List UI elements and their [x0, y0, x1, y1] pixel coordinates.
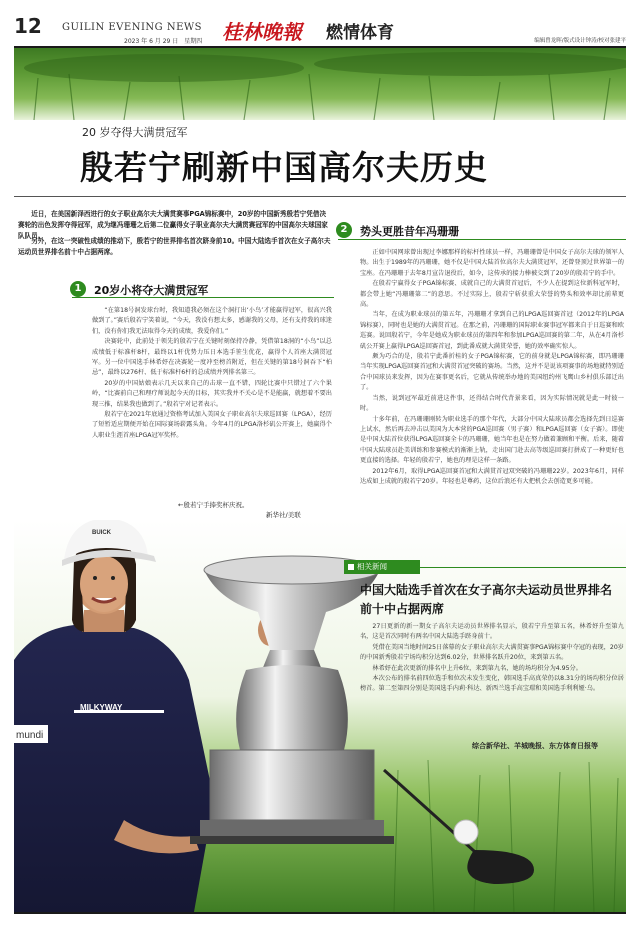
section-heading: 势头更胜昔年冯珊珊 — [360, 225, 459, 238]
headline-rule — [14, 196, 626, 197]
photo-credit: 新华社/美联 — [266, 511, 301, 519]
date-line: 2023 年 6 月 29 日 星期四 — [124, 38, 203, 45]
body-paragraph: 在殷若宁赢得女子PGA锦标赛、成就自己的大满贯首冠后，不少人在提到这位新科冠军时，都会带上她“冯珊珊第二”的意思。不过实际上，殷若宁斩获重大荣誉的势头和效率却比前辈更高。 — [360, 280, 624, 309]
section-rule — [72, 297, 334, 298]
grass-texture-icon — [14, 48, 626, 120]
cap-logo: BUICK — [92, 530, 111, 536]
kicker: 20 岁夺得大满贯冠军 — [82, 126, 188, 139]
body-paragraph: 颇为巧合的是，殷若宁此番折桂的女子PGA锦标赛，它的前身就是LPGA锦标赛，即冯珊珊当年实现LPGA巡回赛首冠和大满贯首冠突破的赛场。当然，这并不是说该项赛事的场地就特别适合中国球员来发挥，因为在赛事更名后，它就从传统举办地的美国纽约州飞鹰山乡村俱乐部迁出了。 — [360, 353, 624, 392]
section-number-badge: 1 — [70, 281, 86, 297]
section-body — [92, 306, 332, 506]
related-label-text: 相关新闻 — [357, 562, 387, 571]
sources-line: 综合新华社、羊城晚报、东方体育日报等 — [472, 742, 598, 750]
lead-paragraph: 另外，在这一突破性成绩的推动下，殷若宁的世界排名首次跻身前10。中国大陆选手首次在女子高尔夫运动员世界排名前十中占据两席。 — [18, 237, 331, 256]
body-paragraph: 决赛轮中，此前处于领先的殷若宁在关键时刻保持冷静，凭借第18洞的“小鸟”以总成绩低于标准杆8杆，最终以1杆优势力压日本选手笹生优花，赢得个人首座大满贯冠军。另一位中国选手林希妤在决赛轮一度冲至榜首附近，但在关键的第18号洞吞下“柏忌”，最终以276杆、低于标准杆6杆的总成绩并列排名第三。 — [92, 338, 332, 377]
section-body — [360, 248, 624, 554]
related-headline: 中国大陆选手首次在女子高尔夫运动员世界排名前十中占据两席 — [360, 583, 613, 616]
paper-name-en: GUILIN EVENING NEWS — [62, 22, 203, 33]
page-number: 12 — [14, 14, 42, 38]
lead-paragraph: 近日，在美国新泽西进行的女子职业高尔夫大满贯赛事PGA锦标赛中，20岁的中国新秀殷若宁凭借决赛轮的出色发挥夺得冠军，成为继冯珊珊之后第二位赢得女子职业高尔夫大满贯赛冠军的中国高尔夫球国家队队员。 — [18, 210, 328, 240]
grass-banner — [14, 48, 626, 120]
related-news-label — [344, 560, 420, 574]
body-paragraph: “在第18号洞发球台时，我知道我必须在这个洞打出‘小鸟’才能赢得冠军，很高兴我做到了。”赛后殷若宁笑着说，“今天，我没有想太多，感谢我的父母，还有支持我的球迷们，没有你们我无法取得今天的成绩，我爱你们。” — [92, 307, 332, 335]
body-paragraph: 当然，说到冠军最近前进这件事，还得结合时代背景来看，因为实际情况就是此一时彼一时。 — [360, 394, 624, 413]
body-paragraph: 殷若宁在2021年底通过资格考试加入美国女子职业高尔夫球巡回赛（LPGA），经历了短暂适应期便开始在国际赛场崭露头角。今年4月的LPGA洛杉矶公开赛上，她赢得个人职业生涯首座LPGA冠军奖杯。 — [92, 411, 332, 439]
sleeve-brand: mundi — [16, 730, 44, 741]
body-paragraph: 20岁的中国姑娘表示几天以来自己的击球一直不错，四轮比赛中只错过了六个果岭，“比赛前自己和理疗师说起今天的目标，其实我并不关心是不是能赢，就想着不要出现三推，结果我也做到了。”殷若宁对记者表示。 — [92, 379, 332, 408]
related-rule — [420, 567, 626, 568]
bottom-rule — [14, 912, 626, 914]
body-paragraph: 林希妤在此次更新的排名中上升6位，来到第九名，她的场均积分为4.95分。 — [372, 664, 582, 672]
section-rule — [338, 239, 626, 240]
photo-caption: ←殷若宁手捧奖杯庆祝。 — [178, 501, 249, 509]
section-title: 燃情体育 — [326, 23, 394, 43]
related-body — [360, 622, 624, 736]
body-paragraph: 凭借在美国当地时间25日落幕的女子职业高尔夫大满贯赛事PGA锦标赛中夺冠的表现，20岁的中国新秀殷若宁场均积分达到6.02分，世界排名跃升20位，来到第五名。 — [360, 643, 624, 662]
headline: 殷若宁刷新中国高尔夫历史 — [80, 148, 488, 187]
body-paragraph: 正如中国网球曾出现过李娜那样的标杆性球员一样，冯珊珊曾是中国女子高尔夫球的领军人物。出生于1989年的冯珊珊，她不仅是中国大陆首位高尔夫大满贯冠军，还曾登顶过世界第一的宝座。在冯珊珊于去年8月宣告退役后，如今，这传承的接力棒被交到了20岁的殷若宁的手中。 — [360, 249, 624, 277]
section-number-badge: 2 — [336, 222, 352, 238]
shirt-brand: MILKYWAY — [80, 703, 123, 712]
body-paragraph: 2012年6月，取得LPGA巡回赛首冠和大满贯首冠双突破的冯珊珊22岁。2023年6月，同样达成如上成就的殷若宁20岁。年轻也是尊药，这位后浪还有大把机会去创造更多可能。 — [360, 467, 624, 485]
editors-line: 编辑曾龙晖/版式设计钟涛/校对张建平 — [534, 38, 626, 44]
square-icon — [348, 564, 354, 570]
body-paragraph: 27日更新的新一期女子高尔夫运动员世界排名显示，殷若宁升至第五名，林希妤升至第九名，这是首次同时有两名中国大陆选手跻身前十。 — [360, 623, 624, 641]
section-heading: 20岁小将夺大满贯冠军 — [94, 284, 209, 297]
body-paragraph: 本次公布的排名前四位选手和位次未发生变化，韩国选手高真荣仍以8.31分的场均积分位居榜首。第二至第四分别是美国选手内莉·科达、新西兰选手高宝璟和美国选手利利娅·乌。 — [360, 675, 624, 693]
body-paragraph: 当年，在成为职业球员的第五年，冯珊珊才拿到自己的LPGA巡回赛首冠（2012年的LPGA锦标赛），同时也是她的大满贯首冠。在那之前，冯珊珊的国际职业赛事冠军都来自于日巡赛和欧巡赛。说回殷若宁，今年是她成为职业球员的第四年和参加LPGA巡回赛的第二年，从在4月洛杉矶公开赛上赢得LPGA巡回赛首冠，到此番成就大满贯荣誉，她的效率确实惊人。 — [360, 311, 624, 350]
body-paragraph: 十多年前，在冯珊珊刚转为职业选手的那个年代，大部分中国大陆球员都会选择先到日巡赛上试水，然后再去冲击以美国为大本营的PGA巡回赛（男子赛）和LPGA巡回赛（女子赛）。即使是中国大陆首位获得LPGA巡回赛全卡的冯珊珊，她当年也是在努力做着兼顾和平衡。后来，随着中国大陆球员赴美训练和参赛模式的渐渐上轨，走出国门赴去高等级巡回赛打拼成了一种更好也更直接的选择。年轻的殷若宁，她也的理是这样一条路。 — [360, 415, 624, 465]
paper-logo: 桂林晚報 — [222, 20, 302, 44]
